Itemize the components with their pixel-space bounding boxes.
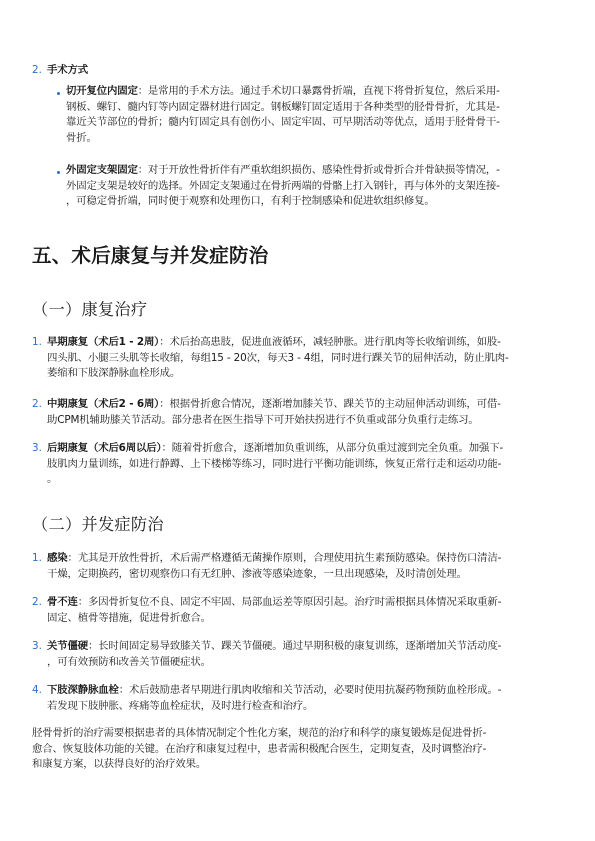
bullet-label: 外固定支架固定 <box>66 164 138 176</box>
subsection-heading-rehab: （一）康复治疗 <box>32 300 148 319</box>
list-line: 干燥，定期换药，密切观察伤口有无红肿、渗液等感染迹象，一旦出现感染，及时清创处理。 <box>47 567 467 580</box>
list-label: 感染 <box>47 552 68 564</box>
list-number: 2. <box>32 64 42 76</box>
list-line <box>47 397 587 413</box>
list-line <box>47 595 587 611</box>
list-label: 早期康复（术后1 - 2周） <box>47 336 160 348</box>
bullet-text: ：对于开放性骨折伴有严重软组织损伤、感染性骨折或骨折合并骨缺损等情况，- <box>137 164 500 176</box>
list-text: ：术后鼓励患者早期进行肌肉收缩和关节活动，必要时使用抗凝药物预防血栓形成。- <box>118 684 502 696</box>
list-label: 关节僵硬 <box>47 640 88 652</box>
bullet-line <box>66 84 586 100</box>
list-line: 肢肌肉力量训练，如进行静蹲、上下楼梯等练习，同时进行平衡功能训练，恢复正常行走和运动功能- <box>47 457 502 470</box>
list-line: 助CPM机辅助膝关节活动。部分患者在医生指导下可开始扶拐进行不负重或部分负重行走练习。 <box>47 413 479 426</box>
list-number: 1. <box>32 336 42 348</box>
bullet-line: 外固定支架是较好的选择。外固定支架通过在骨折两端的骨骼上打入钢针，再与体外的支架连接- <box>66 179 500 192</box>
list-line: 。 <box>47 473 58 486</box>
paragraph-line: 和康复方案，以获得良好的治疗效果。 <box>32 758 207 771</box>
bullet-label: 切开复位内固定 <box>66 85 138 97</box>
list-line <box>47 551 587 567</box>
list-number: 4. <box>32 684 42 696</box>
list-line <box>47 441 587 457</box>
bullet-line: 钢板、螺钉、髓内钉等内固定器材进行固定。钢板螺钉固定适用于各种类型的胫骨骨折，尤其是- <box>66 100 500 113</box>
list-line: 固定、植骨等措施，促进骨折愈合。 <box>47 611 211 624</box>
list-number: 3. <box>32 442 42 454</box>
bullet-item-external-fixation <box>66 163 586 210</box>
list-number: 2. <box>32 398 42 410</box>
subsection-title-text: 手术方式 <box>47 64 88 76</box>
list-line: 萎缩和下肢深静脉血栓形成。 <box>47 367 181 380</box>
list-item-early-rehab <box>47 335 587 382</box>
paragraph-line: 愈合、恢复肢体功能的关键。在治疗和康复过程中，患者需积极配合医生，定期复查，及时调整治疗- <box>32 742 487 755</box>
list-text: ：随着骨折愈合，逐渐增加负重训练，从部分负重过渡到完全负重。加强下- <box>161 442 504 454</box>
list-label: 中期康复（术后2 - 6周） <box>47 398 160 410</box>
list-item-late-rehab <box>47 441 587 488</box>
bullet-line: ，可稳定骨折端，同时便于观察和处理伤口，有利于控制感染和促进软组织修复。 <box>66 195 435 208</box>
bullet-text: ：是常用的手术方法。通过手术切口暴露骨折端，直视下将骨折复位，然后采用- <box>137 85 500 97</box>
bullet-line <box>66 163 586 179</box>
list-item-nonunion <box>47 595 587 626</box>
bullet-item-open-reduction <box>66 84 586 146</box>
list-item-infection <box>47 551 587 582</box>
list-text: ：根据骨折愈合情况，逐渐增加膝关节、踝关节的主动屈伸活动训练，可借- <box>159 398 501 410</box>
paragraph-line: 胫骨骨折的治疗需要根据患者的具体情况制定个性化方案，规范的治疗和科学的康复锻炼是促进骨折- <box>32 727 487 739</box>
list-label: 下肢深静脉血栓 <box>47 684 119 696</box>
bullet-dot <box>57 171 60 174</box>
bullet-dot <box>57 92 60 95</box>
bullet-line: 骨折。 <box>66 131 97 144</box>
list-number: 2. <box>32 596 42 608</box>
subsection-title <box>47 63 88 79</box>
list-text: ：术后抬高患肢，促进血液循环，减轻肿胀。进行肌肉等长收缩训练，如股- <box>159 336 501 348</box>
list-label: 骨不连 <box>47 596 78 608</box>
list-number: 3. <box>32 640 42 652</box>
section-heading: 五、术后康复与并发症防治 <box>32 244 269 267</box>
conclusion-paragraph <box>32 726 587 773</box>
list-line: 四头肌、小腿三头肌等长收缩，每组15 - 20次，每天3 - 4组，同时进行踝关节的屈伸活动，防止肌肉- <box>47 351 509 364</box>
list-text: ：长时间固定易导致膝关节、踝关节僵硬。通过早期积极的康复训练，逐渐增加关节活动度- <box>87 640 502 652</box>
list-item-dvt <box>47 683 587 714</box>
bullet-line: 靠近关节部位的骨折；髓内钉固定具有创伤小、固定牢固、可早期活动等优点，适用于胫骨骨干- <box>66 116 500 129</box>
list-label: 后期康复（术后6周以后） <box>47 442 162 454</box>
list-line <box>47 335 587 351</box>
list-line: 若发现下肢肿胀、疼痛等血栓症状，及时进行检查和治疗。 <box>47 699 314 712</box>
list-text: ：尤其是开放性骨折，术后需严格遵循无菌操作原则，合理使用抗生素预防感染。保持伤口清洁- <box>67 552 502 564</box>
list-number: 1. <box>32 552 42 564</box>
subsection-heading-complications: （二）并发症防治 <box>32 515 164 534</box>
list-line <box>47 683 587 699</box>
list-line <box>47 639 587 655</box>
list-item-joint-stiffness <box>47 639 587 670</box>
list-item-mid-rehab <box>47 397 587 428</box>
list-text: ：多因骨折复位不良、固定不牢固、局部血运差等原因引起。治疗时需根据具体情况采取重新- <box>77 596 502 608</box>
list-line: ，可有效预防和改善关节僵硬症状。 <box>47 655 211 668</box>
